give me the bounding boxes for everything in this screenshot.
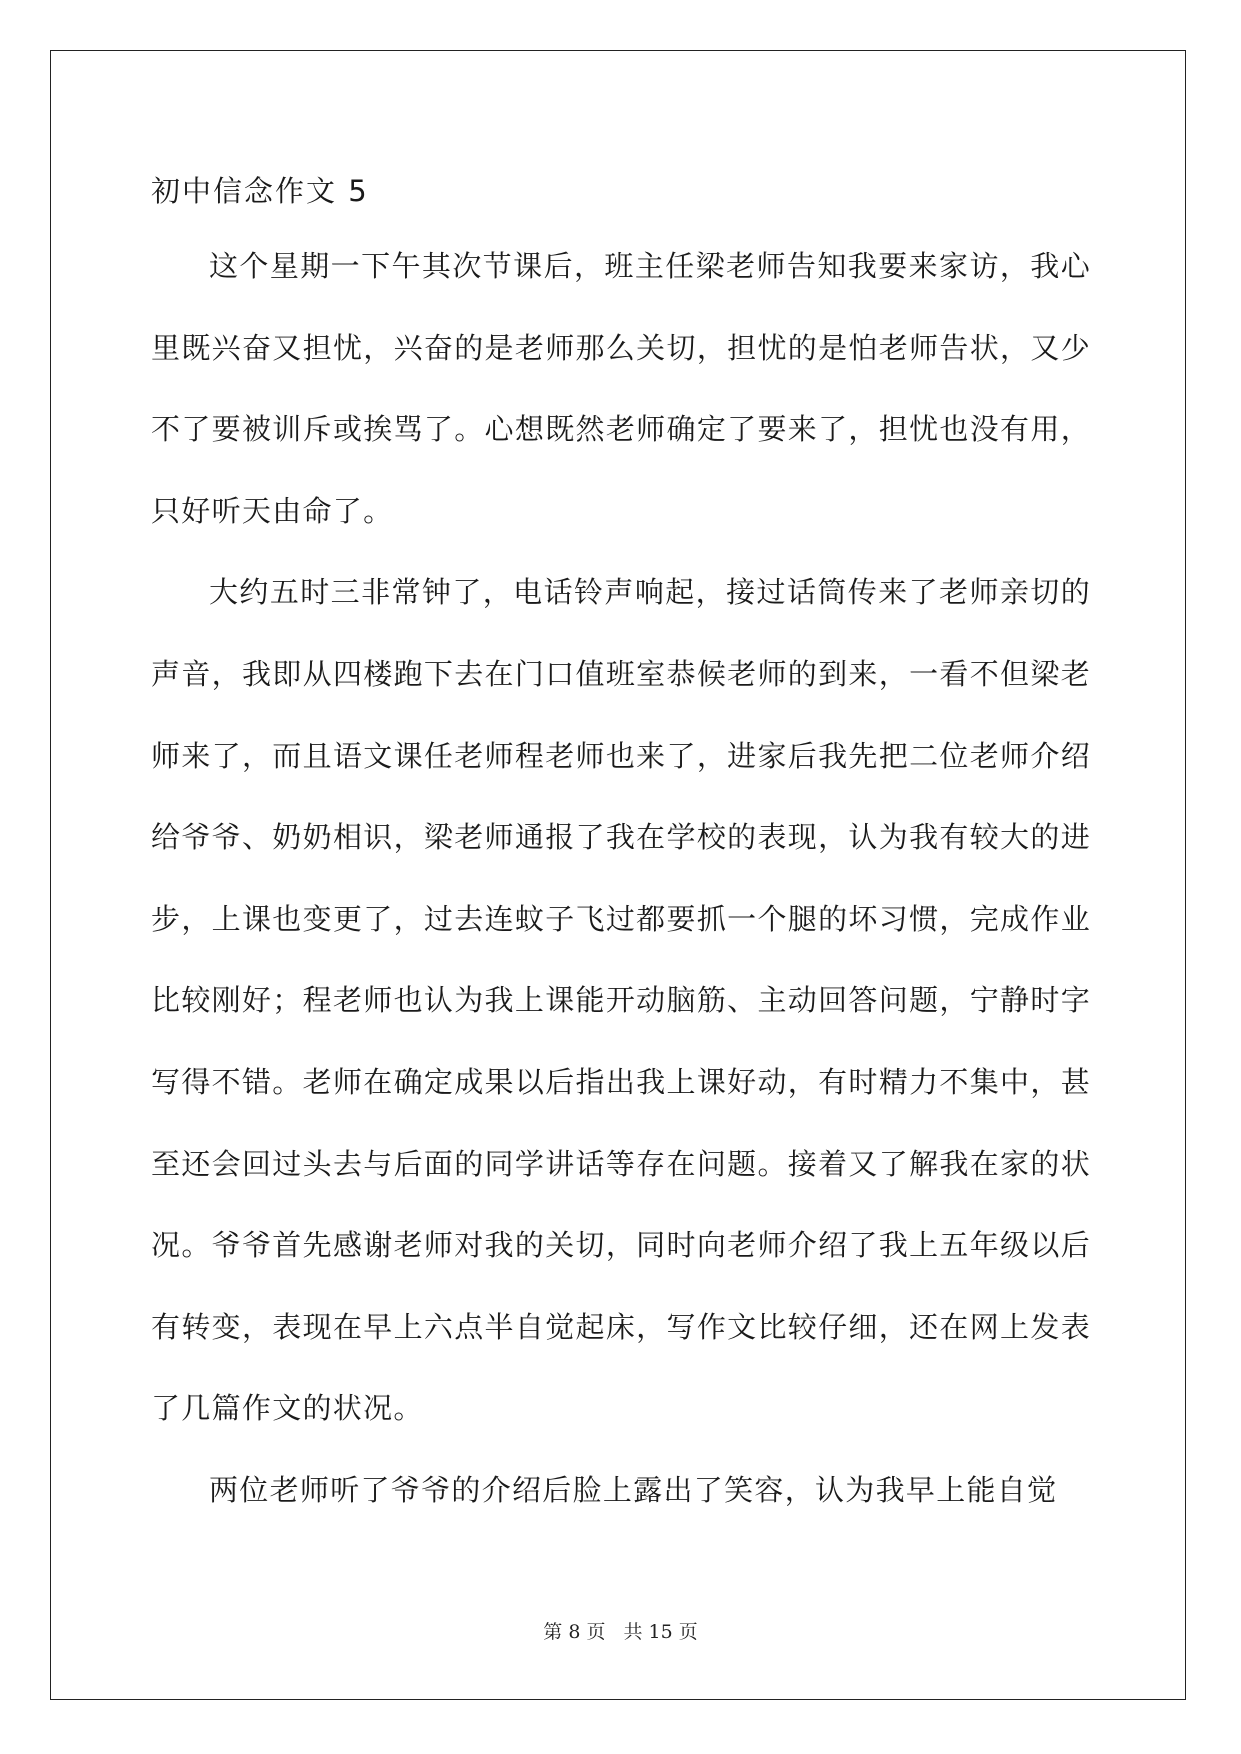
paragraph-1: 这个星期一下午其次节课后，班主任梁老师告知我要来家访，我心里既兴奋又担忧，兴奋的是老师那么关切，担忧的是怕老师告状，又少不了要被训斥或挨骂了。心想既然老师确定了要来了，担忧也没有用，只好听天由命了。 — [151, 249, 1091, 528]
page-number: 第 8 页 — [543, 1621, 606, 1643]
paragraph-3: 两位老师听了爷爷的介绍后脸上露出了笑容，认为我早上能自觉 — [209, 1472, 1058, 1507]
document-title: 初中信念作文 5 — [151, 174, 369, 208]
page-footer — [0, 1617, 1241, 1644]
paragraph-2: 大约五时三非常钟了，电话铃声响起，接过话筒传来了老师亲切的声音，我即从四楼跑下去在门口值班室恭候老师的到来，一看不但梁老师来了，而且语文课任老师程老师也来了，进家后我先把二位老师介绍给爷爷、奶奶相识，梁老师通报了我在学校的表现，认为我有较大的进步，上课也变更了，过去连蚊子飞过都要抓一个腿的坏习惯，完成作业比较刚好；程老师也认为我上课能开动脑筋、主动回答问题，宁静时字写得不错。老师在确定成果以后指出我上课好动，有时精力不集中，甚至还会回过头去与后面的同学讲话等存在问题。接着又了解我在家的状况。爷爷首先感谢老师对我的关切，同时向老师介绍了我上五年级以后有转变，表现在早上六点半自觉起床，写作文比较仔细，还在网上发表了几篇作文的状况。 — [151, 575, 1091, 1426]
document-body — [151, 156, 1091, 1532]
page-total: 共 15 页 — [623, 1621, 698, 1643]
